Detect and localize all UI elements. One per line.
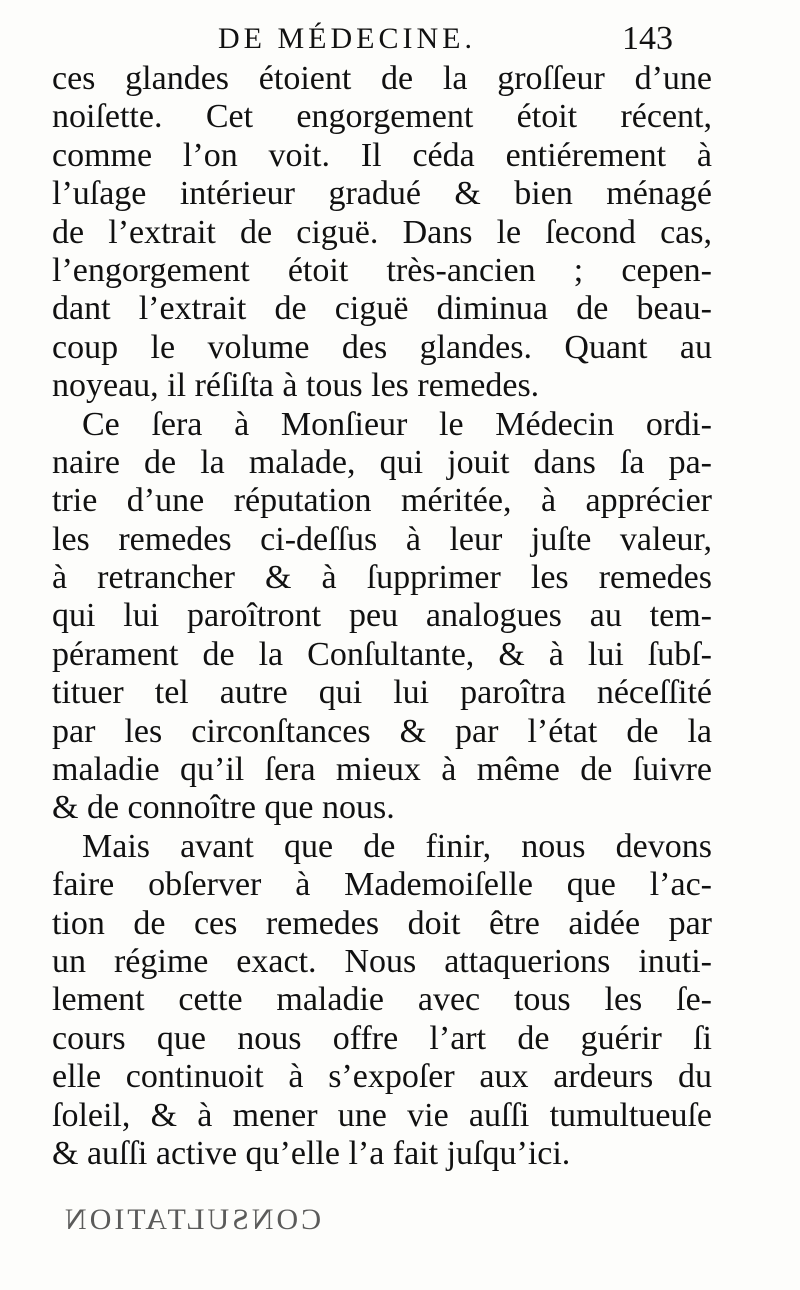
text-line: noiſette. Cet engorgement étoit récent,	[52, 98, 712, 136]
text-line: dant l’extrait de ciguë diminua de beau-	[52, 290, 712, 328]
paragraph-2	[52, 406, 712, 828]
mirrored-catchword: CONSULTATION	[62, 1203, 322, 1236]
text-line: à retrancher & à ſupprimer les remedes	[52, 559, 712, 597]
text-line: & de connoître que nous.	[52, 789, 395, 827]
text-line: faire obſerver à Mademoiſelle que l’ac-	[52, 866, 712, 904]
text-line: cours que nous offre l’art de guérir ſi	[52, 1019, 712, 1057]
text-line: Mais avant que de finir, nous devons	[82, 827, 712, 865]
body-text	[52, 60, 712, 1173]
text-line: & auſſi active qu’elle l’a fait juſqu’ici.	[52, 1134, 571, 1172]
page-header	[0, 20, 800, 64]
text-line: naire de la malade, qui jouit dans ſa pa-	[52, 443, 712, 481]
text-line: l’engorgement étoit très-ancien ; cepen-	[52, 251, 712, 289]
paragraph-1	[52, 60, 712, 406]
text-line: par les circonſtances & par l’état de la	[52, 712, 712, 750]
text-line: l’uſage intérieur gradué & bien ménagé	[52, 175, 712, 213]
text-line: Ce ſera à Monſieur le Médecin ordi-	[82, 405, 712, 443]
text-line: de l’extrait de ciguë. Dans le ſecond cas,	[52, 213, 712, 251]
paragraph-3	[52, 828, 712, 1174]
text-line: elle continuoit à s’expoſer aux ardeurs du	[52, 1058, 712, 1096]
text-line: coup le volume des glandes. Quant au	[52, 328, 712, 366]
text-line: ſoleil, & à mener une vie auſſi tumultueuſe	[52, 1096, 712, 1134]
text-line: comme l’on voit. Il céda entiérement à	[52, 136, 712, 174]
text-line: tituer tel autre qui lui paroîtra néceſſité	[52, 674, 712, 712]
text-line: pérament de la Conſultante, & à lui ſubſ-	[52, 635, 712, 673]
text-line: les remedes ci-deſſus à leur juſte valeur,	[52, 520, 712, 558]
text-line: un régime exact. Nous attaquerions inuti-	[52, 942, 712, 980]
text-line: lement cette maladie avec tous les ſe-	[52, 981, 712, 1019]
text-line: noyeau, il réſiſta à tous les remedes.	[52, 367, 540, 405]
text-line: qui lui paroîtront peu analogues au tem-	[52, 597, 712, 635]
text-line: trie d’une réputation méritée, à apprécier	[52, 482, 712, 520]
text-line: tion de ces remedes doit être aidée par	[52, 904, 712, 942]
page-number: 143	[622, 20, 673, 57]
text-line: maladie qu’il ſera mieux à même de ſuivre	[52, 751, 712, 789]
running-head: DE MÉDECINE.	[218, 22, 476, 55]
text-line: ces glandes étoient de la groſſeur d’une	[52, 60, 712, 97]
